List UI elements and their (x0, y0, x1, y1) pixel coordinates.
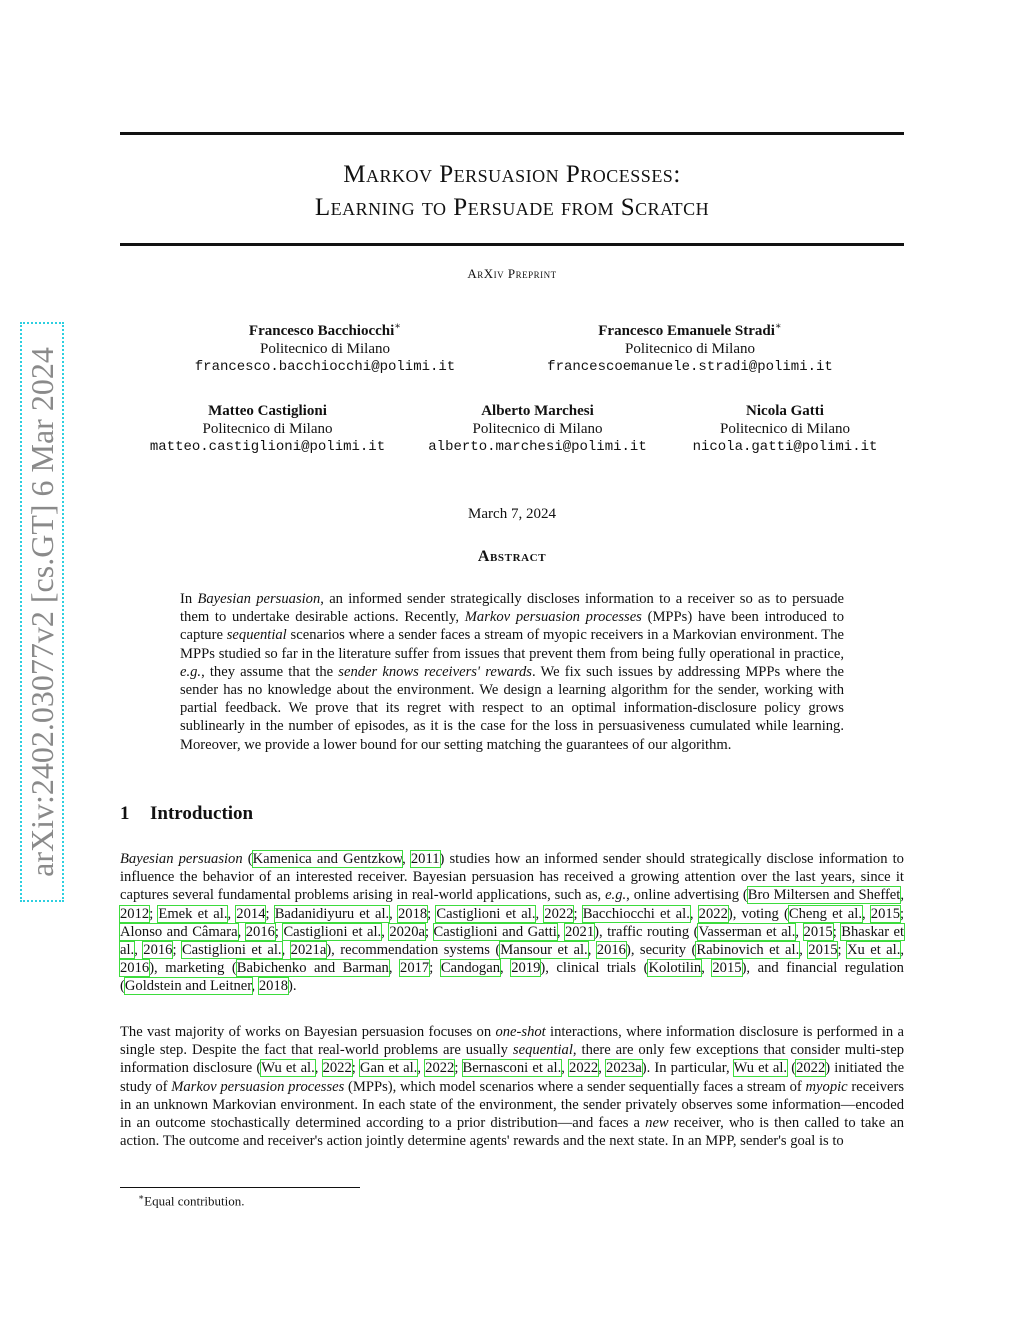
citation-year-link[interactable]: 2016 (596, 942, 626, 959)
citation-link[interactable]: Rabinovich et al. (696, 942, 800, 959)
footnote (138, 1192, 245, 1209)
citation-link[interactable]: Kolotilin (648, 960, 702, 977)
citation-year-link[interactable]: 2022 (698, 905, 728, 922)
citation-link[interactable]: Mansour et al. (500, 942, 588, 959)
citation-link[interactable]: Castiglioni et al. (436, 905, 536, 922)
abstract-heading: Abstract (477, 548, 547, 565)
author-affiliation: Politecnico di Milano (260, 341, 390, 357)
citation-year-link[interactable]: 2015 (870, 905, 900, 922)
intro-paragraph-1: Bayesian persuasion (Kamenica and Gentzkow, 2011) studies how an informed sender should strategically disclose information to influence the behavior of an interested receiver. Bayesian persuasion has received a growing attention over the last years, since it captures several fundamental problems arising in real-world applications, such as, e.g., online advertising (Bro Miltersen and Sheffet, 2012; Emek et al., 2014; Badanidiyuru et al., 2018; Castiglioni et al., 2022; Bacchiocchi et al., 2022), voting (Cheng et al., 2015; Alonso and Câmara, 2016; Castiglioni et al., 2020a; Castiglioni and Gatti, 2021), traffic routing (Vasserman et al., 2015; Bhaskar et al., 2016; Castiglioni et al., 2021a), recommendation systems (Mansour et al., 2016), security (Rabinovich et al., 2015; Xu et al., 2016), marketing (Babichenko and Barman, 2017; Candogan, 2019), clinical trials (Kolotilin, 2015), and financial regulation (Goldstein and Leitner, 2018). (120, 851, 905, 995)
footnote-rule (120, 1187, 360, 1188)
citation-link[interactable]: Badanidiyuru et al. (274, 905, 390, 922)
citation-year-link[interactable]: 2021a (290, 942, 327, 959)
paper-date: March 7, 2024 (468, 506, 556, 522)
arxiv-identifier-stamp[interactable]: arXiv:2402.03077v2 [cs.GT] 6 Mar 2024 (20, 322, 64, 902)
citation-link[interactable]: Goldstein and Leitner (124, 978, 252, 995)
citation-year-link[interactable]: 2015 (803, 923, 833, 940)
citation-year-link[interactable]: 2023a (606, 1060, 642, 1077)
citation-year-link[interactable]: 2015 (712, 960, 742, 977)
section-title: Introduction (150, 803, 254, 824)
preprint-label: ArXiv Preprint (467, 266, 557, 281)
citation-link[interactable]: Castiglioni and Gatti (433, 923, 557, 940)
citation-year-link[interactable]: 2022 (569, 1060, 599, 1077)
author-affiliation: Politecnico di Milano (472, 421, 603, 437)
citation-link[interactable]: Xu et al. (846, 942, 901, 959)
citation-year-link[interactable]: 2019 (511, 960, 541, 977)
citation-link[interactable]: Bacchiocchi et al. (582, 905, 690, 922)
citation-link[interactable]: Wu et al. (733, 1060, 788, 1077)
author-email[interactable]: francescoemanuele.stradi@polimi.it (547, 359, 833, 375)
citation-year-link[interactable]: 2021 (564, 923, 595, 940)
citation-year-link[interactable]: 2017 (400, 960, 430, 977)
author-name: Nicola Gatti (746, 403, 824, 419)
author-affiliation: Politecnico di Milano (202, 421, 333, 437)
citation-link[interactable]: Kamenica and Gentzkow (252, 851, 403, 867)
title-bottom-rule (120, 243, 904, 246)
citation-link[interactable]: Cheng et al. (788, 905, 862, 922)
author-block (150, 318, 500, 376)
author-affiliation: Politecnico di Milano (625, 341, 755, 357)
citation-year-link[interactable]: 2016 (143, 942, 173, 959)
citation-year-link[interactable]: 2016 (245, 923, 275, 940)
abstract-text: In Bayesian persuasion, an informed sender strategically discloses information to a receiver so as to persuade them to undertake desirable actions. Recently, Markov persuasion processes (MPPs) have been introduced to capture sequential scenarios where a sender faces a stream of myopic receivers in a Markovian environment. The MPPs studied so far in the literature suffer from issues that prevent them from being fully operational in practice, e.g., they assume that the sender knows receivers' rewards. We fix such issues by addressing MPPs where the sender has no knowledge about the environment. We design a learning algorithm for the sender, working with partial feedback. We prove that its regret with respect to an optimal information-disclosure policy grows sublinearly in the number of episodes, as it is the case for the loss in persuasiveness cumulated while learning. Moreover, we provide a lower bound for our setting matching the guarantees of our algorithm. (180, 591, 845, 753)
citation-year-link[interactable]: 2014 (236, 905, 266, 922)
footnote-text: Equal contribution. (144, 1193, 245, 1209)
equal-contribution-mark: ∗ (394, 321, 402, 332)
section-heading (120, 803, 253, 825)
author-email[interactable]: nicola.gatti@polimi.it (692, 439, 878, 455)
author-email[interactable]: francesco.bacchiocchi@polimi.it (194, 359, 456, 375)
citation-year-link[interactable]: 2018 (397, 905, 428, 922)
author-name: Alberto Marchesi (481, 403, 594, 419)
author-name: Matteo Castiglioni (208, 403, 327, 419)
author-block (520, 318, 860, 376)
paper-title (120, 158, 904, 224)
citation-link[interactable]: Wu et al. (261, 1060, 315, 1077)
citation-link[interactable]: Castiglioni et al. (283, 923, 382, 940)
author-name: Francesco Emanuele Stradi (598, 323, 775, 339)
author-block (675, 402, 895, 456)
author-email[interactable]: alberto.marchesi@polimi.it (428, 439, 647, 455)
citation-link[interactable]: Candogan (440, 960, 500, 977)
citation-year-link[interactable]: 2011 (410, 851, 440, 867)
author-name: Francesco Bacchiocchi (248, 323, 395, 339)
author-affiliation: Politecnico di Milano (720, 421, 850, 437)
footnote-mark: ∗ (138, 1192, 145, 1202)
citation-link[interactable]: Gan et al. (359, 1060, 418, 1077)
citation-year-link[interactable]: 2018 (258, 978, 289, 995)
intro-paragraph-2: The vast majority of works on Bayesian persuasion focuses on one-shot interactions, where information disclosure is performed in a single step. Despite the fact that real-world problems are usually sequential, there are only few exceptions that consider multi-step information disclosure (Wu et al., 2022; Gan et al., 2022; Bernasconi et al., 2022, 2023a). In particular, Wu et al. (2022) initiated the study of Markov persuasion processes (MPPs), which model scenarios where a sender sequentially faces a stream of myopic receivers in an unknown Markovian environment. In each state of the environment, the sender privately observes some information—encoded in an outcome stochastically determined according to a prior distribution—and faces a new receiver, who is then called to take an action. The outcome and receiver's action jointly determine agents' rewards and the next state. In an MPP, sender's goal is to (120, 1024, 905, 1150)
author-email[interactable]: matteo.castiglioni@polimi.it (149, 439, 386, 455)
citation-year-link[interactable]: 2016 (120, 960, 150, 977)
section-number: 1 (120, 803, 130, 824)
title-top-rule (120, 132, 904, 135)
citation-link[interactable]: Castiglioni et al. (181, 942, 282, 959)
citation-year-link[interactable]: 2022 (322, 1060, 352, 1077)
citation-link[interactable]: Bhaskar et al. (120, 923, 905, 959)
citation-link[interactable]: Vasserman et al. (698, 923, 796, 940)
title-line-1: Markov Persuasion Processes: (343, 161, 681, 188)
author-block (130, 402, 405, 456)
equal-contribution-mark: ∗ (774, 321, 782, 332)
citation-link[interactable]: Bernasconi et al. (462, 1060, 562, 1077)
citation-year-link[interactable]: 2015 (808, 942, 838, 959)
citation-link[interactable]: Emek et al. (158, 905, 228, 922)
citation-year-link[interactable]: 2022 (425, 1060, 455, 1077)
citation-year-link[interactable]: 2022 (544, 905, 574, 922)
citation-year-link[interactable]: 2020a (389, 923, 425, 940)
citation-link[interactable]: Bro Miltersen and Sheffet (747, 887, 901, 904)
title-line-2: Learning to Persuade from Scratch (314, 194, 710, 221)
citation-year-link[interactable]: 2012 (120, 905, 150, 922)
citation-year-link[interactable]: 2022 (796, 1060, 826, 1077)
citation-link[interactable]: Babichenko and Barman (236, 960, 389, 977)
citation-link[interactable]: Alonso and Câmara (120, 923, 238, 940)
author-block (410, 402, 665, 456)
